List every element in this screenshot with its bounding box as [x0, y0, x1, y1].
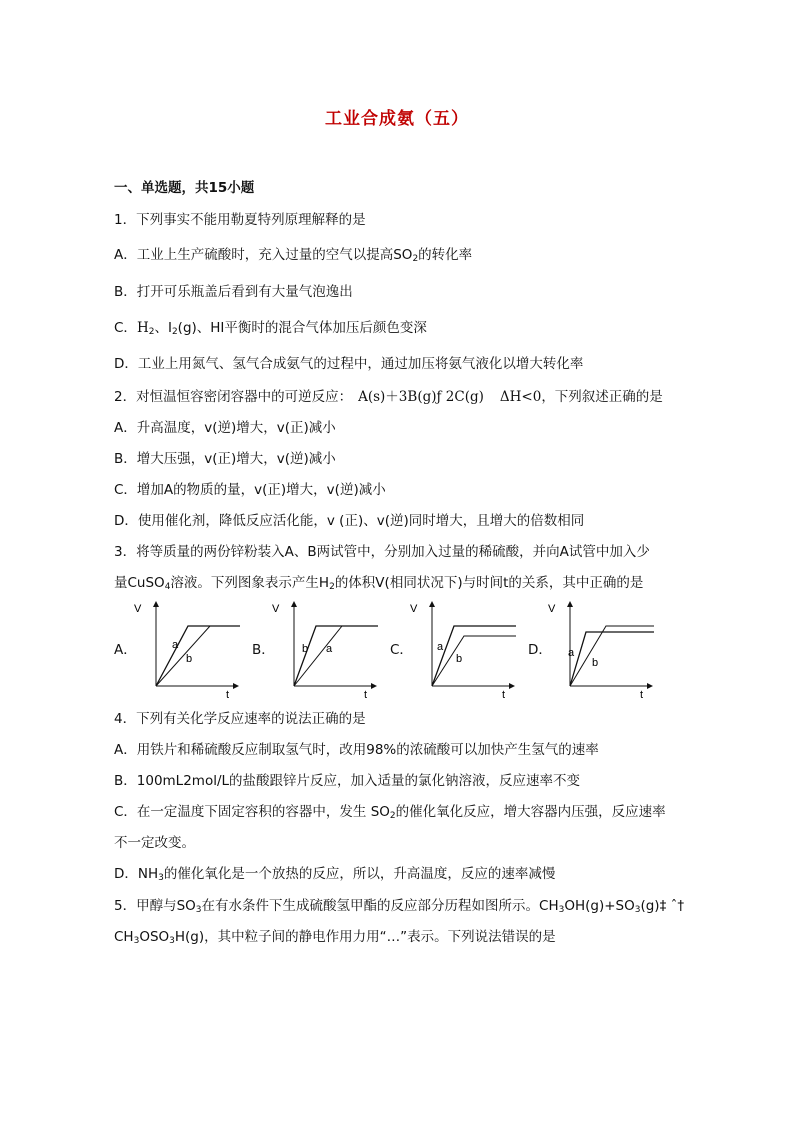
q1-option-b: B．打开可乐瓶盖后看到有大量气泡逸出 [114, 284, 353, 300]
curve-b-label: b [592, 657, 599, 669]
q3-option-a-label: A． [114, 642, 137, 658]
curve-a [570, 632, 654, 686]
curve-b-label: b [456, 653, 463, 665]
page-title: 工业合成氨（五） [325, 109, 469, 129]
q3-graph-b [266, 596, 384, 700]
q3-graph-a [128, 596, 246, 700]
q3-option-b-label: B． [252, 642, 275, 658]
axis-t-label: t [502, 689, 506, 700]
axis-t-label: t [226, 689, 230, 700]
q4-option-b: B．100mL2mol/L的盐酸跟锌片反应，加入适量的氯化钠溶液，反应速率不变 [114, 773, 581, 789]
curve-a-label: a [326, 643, 333, 655]
curve-a-label: a [568, 647, 575, 659]
q3-graph-c [404, 596, 522, 700]
curve-a-label: a [437, 641, 444, 653]
q1-option-a: A．工业上生产硫酸时，充入过量的空气以提高$SO_2$的转化率 [114, 247, 473, 264]
q1-option-c: C．$H_2$、$I_2(g)$、HI平衡时的混合气体加压后颜色变深 [114, 320, 427, 337]
q3-stem-line1: 3．将等质量的两份锌粉装入A、B两试管中，分别加入过量的稀硫酸，并向A试管中加入少 [114, 544, 650, 560]
q2-option-d: D．使用催化剂，降低反应活化能，v (正)、v(逆)同时增大，且增大的倍数相同 [114, 513, 585, 529]
axis-t-label: t [640, 689, 644, 700]
axis-v-label: V [272, 603, 280, 615]
q5-stem-line2: $CH_3OSO_3H(g)$，其中粒子间的静电作用力用“…”表示。下列说法错误的是 [114, 929, 556, 946]
axis-v-label: V [548, 603, 556, 615]
q4-option-a: A．用铁片和稀硫酸反应制取氢气时，改用98%的浓硫酸可以加快产生氢气的速率 [114, 742, 599, 758]
q2-stem: 2．对恒温恒容密闭容器中的可逆反应： A(s)＋3B(g)ƒ 2C(g) ΔH<0，下列叙述正确的是 [114, 389, 663, 405]
curve-b [294, 626, 378, 686]
q4-option-d: D．$NH_3$的催化氧化是一个放热的反应，所以，升高温度，反应的速率减慢 [114, 866, 556, 883]
q4-option-c: C．在一定温度下固定容积的容器中，发生 $SO_2$的催化氧化反应，增大容器内压强，反应速率 [114, 804, 666, 821]
q4-stem: 4．下列有关化学反应速率的说法正确的是 [114, 711, 366, 727]
curve-b [570, 626, 654, 686]
q3-stem-line2: 量CuSO$_4$溶液。下列图象表示产生$H_2$的体积V(相同状况下)与时间t的关系，其中正确的是 [114, 575, 644, 592]
curve-b [432, 636, 516, 686]
section-heading: 一、单选题，共15小题 [114, 180, 255, 196]
q5-stem-line1: 5．甲醇与$SO_3$在有水条件下生成硫酸氢甲酯的反应部分历程如图所示。$CH_3OH(g)+SO_3(g)\ddagger$ ˆ† [114, 898, 685, 915]
q4-option-c-cont: 不一定改变。 [114, 835, 195, 851]
curve-b-label: b [186, 653, 193, 665]
q2-option-b: B．增大压强，v(正)增大，v(逆)减小 [114, 451, 336, 467]
curve-a [156, 626, 240, 686]
q3-option-d-label: D． [528, 642, 552, 658]
q1-option-d: D．工业上用氮气、氢气合成氨气的过程中，通过加压将氨气液化以增大转化率 [114, 356, 584, 372]
q3-graph-d [542, 596, 660, 700]
q1-stem: 1．下列事实不能用勒夏特列原理解释的是 [114, 212, 366, 228]
axis-v-label: V [134, 603, 142, 615]
curve-b-label: b [302, 643, 309, 655]
q2-option-c: C．增加A的物质的量，v(正)增大，v(逆)减小 [114, 482, 386, 498]
q2-option-a: A．升高温度，v(逆)增大，v(正)减小 [114, 420, 336, 436]
axis-t-label: t [364, 689, 368, 700]
curve-a [432, 626, 516, 686]
curve-a-label: a [172, 639, 179, 651]
axis-v-label: V [410, 603, 418, 615]
q3-option-c-label: C． [390, 642, 413, 658]
curve-a [294, 626, 342, 686]
